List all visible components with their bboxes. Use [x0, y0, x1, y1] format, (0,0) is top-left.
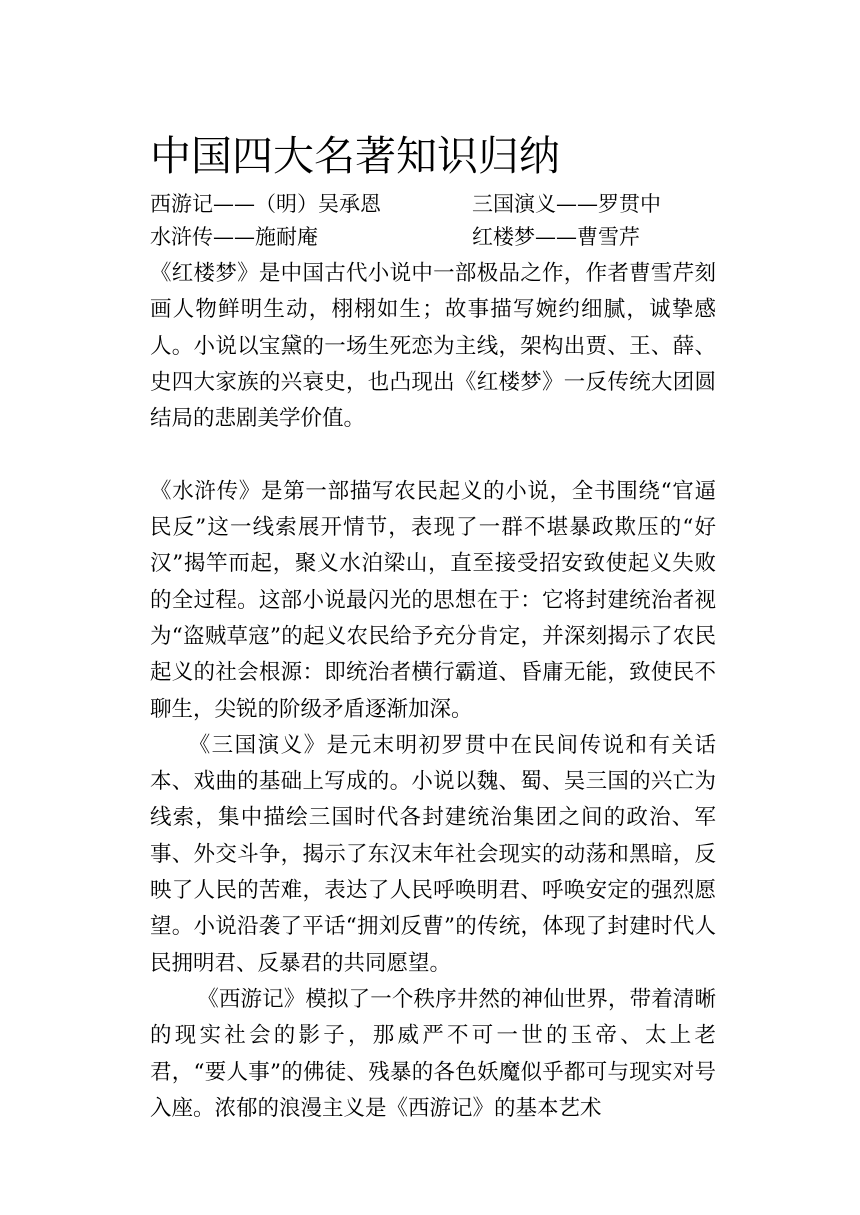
work-hongloumeng-author: 红楼梦——曹雪芹 [472, 225, 640, 249]
body-text [150, 256, 716, 1127]
paragraph-sanguoyanyi: 《三国演义》是元末明初罗贯中在民间传说和有关话本、戏曲的基础上写成的。小说以魏、蜀、吴三国的兴亡为线索，集中描绘三国时代各封建统治集团之间的政治、军事、外交斗争，揭示了东汉末年社会现实的动荡和黑暗，反映了人民的苦难，表达了人民呼唤明君、呼唤安定的强烈愿望。小说沿袭了平话“拥刘反曹”的传统，体现了封建时代人民拥明君、反暴君的共同愿望。 [150, 732, 716, 976]
works-row [150, 188, 720, 221]
paragraph-hongloumeng: 《红楼梦》是中国古代小说中一部极品之作，作者曹雪芹刻画人物鲜明生动，栩栩如生；故事描写婉约细腻，诚挚感人。小说以宝黛的一场生死恋为主线，架构出贾、王、薛、史四大家族的兴衰史，也凸现出《红楼梦》一反传统大团圆结局的悲剧美学价值。 [150, 261, 716, 432]
page-title: 中国四大名著知识归纳 [150, 132, 560, 180]
paragraph-xiyouji: 《西游记》模拟了一个秩序井然的神仙世界，带着清晰的现实社会的影子，那威严不可一世的玉帝、太上老君，“要人事”的佛徒、残暴的各色妖魔似乎都可与现实对号入座。浓郁的浪漫主义是《西游记》的基本艺术 [150, 986, 716, 1121]
paragraph-shuihuzhuan: 《水浒传》是第一部描写农民起义的小说，全书围绕“官逼民反”这一线索展开情节，表现了一群不堪暴政欺压的“好汉”揭竿而起，聚义水泊梁山，直至接受招安致使起义失败的全过程。这部小说最闪光的思想在于：它将封建统治者视为“盗贼草寇”的起义农民给予充分肯定，并深刻揭示了农民起义的社会根源：即统治者横行霸道、昏庸无能，致使民不聊生，尖锐的阶级矛盾逐渐加深。 [150, 478, 716, 722]
works-author-list [150, 188, 720, 254]
works-row [150, 221, 720, 254]
work-shuihu-author: 水浒传——施耐庵 [150, 225, 318, 249]
work-sanguo-author: 三国演义——罗贯中 [472, 192, 661, 216]
work-xiyouji-author: 西游记——（明）吴承恩 [150, 192, 381, 216]
